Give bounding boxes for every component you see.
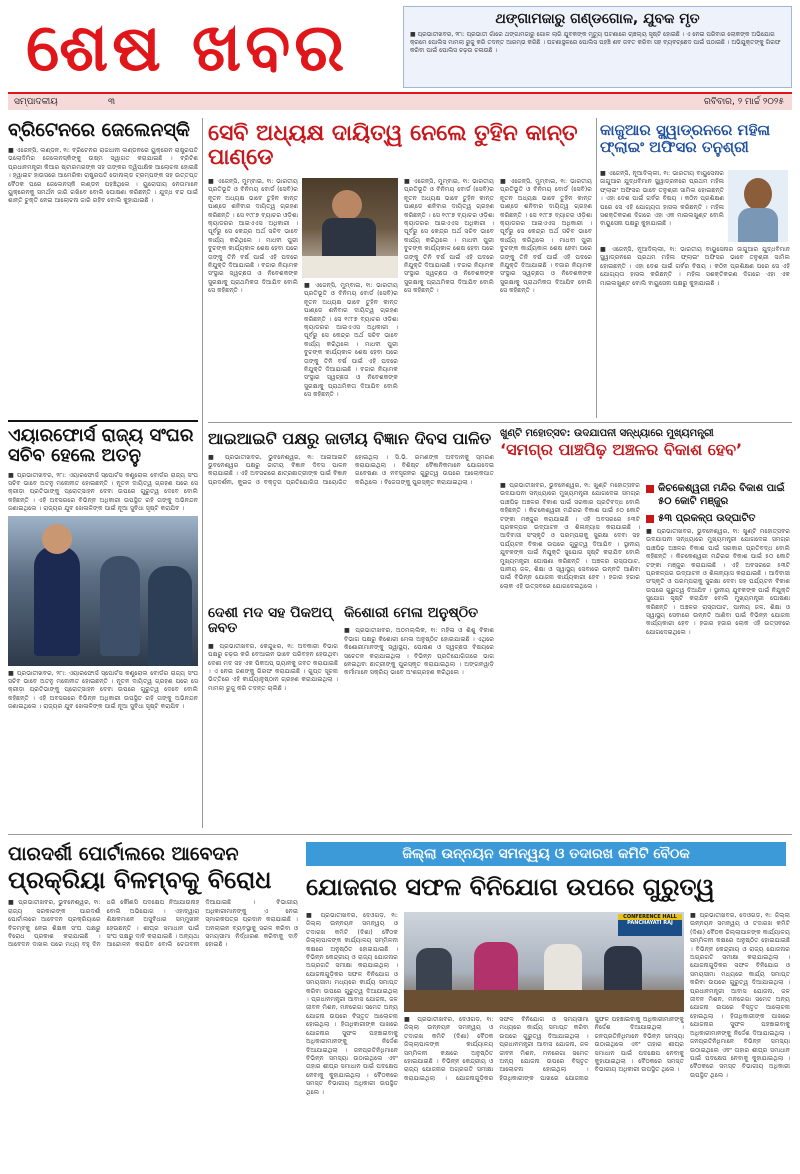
issue-date: ରବିବାର, ୨ ମାର୍ଚ୍ଚ ୨୦୨୫ xyxy=(704,97,784,107)
story-body-lower: ■ ପ୍ରଭାତୀଖବର, ଦେଓଗଡ଼, ୧ା: ଜିଲ୍ଲା ଉନ୍ନୟନ ସମନ୍ୱୟ ଓ ତଦାରଖ କମିଟି (ଦିଶା) ବୈଠକ ଜିଲ୍ଲାପାଳଙ୍କ କାର୍ଯ୍ୟାଳୟ ସମ୍ମିଳନୀ କକ୍ଷରେ ଅନୁଷ୍ଠିତ ହୋଇଯାଇଛି । ବିଭିନ୍ନ କେନ୍ଦ୍ରୀୟ ଓ ରାଜ୍ୟ ଯୋଜନାର ଅଗ୍ରଗତି ସମୀକ୍ଷା କରାଯାଇଥିଲା । ଯୋଜନାଗୁଡ଼ିକର ସଫଳ ବିନିଯୋଗ ଓ ସମୟସୀମା ମଧ୍ୟରେ କାର୍ଯ୍ୟ ସମାପ୍ତ କରିବା ଉପରେ ଗୁରୁତ୍ୱ ଦିଆଯାଇଥିଲା । ପ୍ରଧାନମନ୍ତ୍ରୀ ଆବାସ ଯୋଜନା, ଜଳ ଜୀବନ ମିଶନ, ମନରେଗା ସମେତ ଅନ୍ୟ ଯୋଜନା ଉପରେ ବିସ୍ତୃତ ଆଲୋଚନା ହୋଇଥିଲା । ହିତାଧିକାରୀଙ୍କ ପାଖରେ ଯୋଜନାର ସୁଫଳ ପହଞ୍ଚାଇବାକୁ ଅଧିକାରୀମାନଙ୍କୁ ନିର୍ଦ୍ଦେଶ ଦିଆଯାଇଥିଲା । ଜନପ୍ରତିନିଧିମାନେ ବିଭିନ୍ନ ସମସ୍ୟା ଉଠାଇଥିଲେ ଏବଂ ତାହାର ଶୀଘ୍ର ସମାଧାନ ପାଇଁ ପଦକ୍ଷେପ ନେବାକୁ କୁହାଯାଇଥିଲା । ବୈଠକରେ ସମସ୍ତ ବିଭାଗୀୟ ଅଧିକାରୀ ଉପସ୍ଥିତ ଥିଲେ । xyxy=(404,1016,684,1082)
story-airforce xyxy=(8,420,198,830)
story-body: ■ ପ୍ରଭାତୀଖବର, ଅଠମଲ୍ଲିକ, ୧ା: ମହିଳା ଓ ଶିଶୁ ବିକାଶ ବିଭାଗ ପକ୍ଷରୁ କିଶୋରୀ ମେଳା ଅନୁଷ୍ଠିତ ହୋଇଯାଇଛି । ଏଥିରେ କିଶୋରୀମାନଙ୍କୁ ସ୍ୱାସ୍ଥ୍ୟ, ପୋଷଣ ଓ ସ୍ୱଚ୍ଛତା ବିଷୟରେ ସଚେତନ କରାଯାଇଥିଲା । ବିଭିନ୍ନ ପ୍ରତିଯୋଗିତାରେ ଭାଗ ନେଇଥିବା ଛାତ୍ରୀଙ୍କୁ ପୁରସ୍କୃତ କରାଯାଇଥିଲା । ଅଙ୍ଗନୱାଡ଼ି କର୍ମୀମାନେ ସକ୍ରିୟ ଭାବେ ଅଂଶଗ୍ରହଣ କରିଥିଲେ । xyxy=(344,627,494,677)
airforce-photo xyxy=(8,516,198,666)
story-headline: ପାରଦର୍ଶୀ ପୋର୍ଟାଲରେ ଆବେଦନ xyxy=(8,843,239,865)
story-headline: ଏୟାରଫୋର୍ସ ରାଜ୍ୟ ସଂଘର ସଚିବ ହେଲେ ଅତନୁ xyxy=(8,420,198,472)
story-jaguar xyxy=(600,118,790,418)
story-body-col3: ■ ଏଜେନ୍ସି, ମୁମ୍ବାଇ, ୧ା: ଭାରତୀୟ ପ୍ରତିଭୂତି ଓ ବିନିମୟ ବୋର୍ଡ (ସେବି)ର ନୂତନ ଅଧ୍ୟକ୍ଷ ଭାବେ ତୁହିନ କାନ୍ତ ପାଣ୍ଡେ ଶନିବାର ଦାୟିତ୍ୱ ଗ୍ରହଣ କରିଛନ୍ତି । ସେ ୧୯୮୭ ବ୍ୟାଚର ଓଡ଼ିଶା କ୍ୟାଡରର ଆଇଏଏସ ଅଧିକାରୀ । ପୂର୍ବରୁ ସେ କେନ୍ଦ୍ର ଅର୍ଥ ସଚିବ ଭାବେ କାର୍ଯ୍ୟ କରିଥିଲେ । ମାଧବୀ ପୁରୀ ବୁଚଙ୍କ କାର୍ଯ୍ୟକାଳ ଶେଷ ହେବା ପରେ ତାଙ୍କୁ ତିନି ବର୍ଷ ପାଇଁ ଏହି ପଦରେ ନିଯୁକ୍ତି ଦିଆଯାଇଛି । ବଜାର ନିୟାମକ ସଂସ୍ଥାର ସ୍ୱଚ୍ଛତା ଓ ନିବେଶକଙ୍କ ସୁରକ୍ଷାକୁ ପ୍ରାଥମିକତା ଦିଆଯିବ ବୋଲି ସେ କହିଛନ୍ତି । xyxy=(404,178,494,295)
column-rule xyxy=(202,118,203,828)
story-body: ■ ପ୍ରଭାତୀଖବର, ଦେଓଗଡ଼, ୧ା: ଜିଲ୍ଲା ଉନ୍ନୟନ ସମନ୍ୱୟ ଓ ତଦାରଖ କମିଟି (ଦିଶା) ବୈଠକ ଜିଲ୍ଲାପାଳଙ୍କ କାର୍ଯ୍ୟାଳୟ ସମ୍ମିଳନୀ କକ୍ଷରେ ଅନୁଷ୍ଠିତ ହୋଇଯାଇଛି । ବିଭିନ୍ନ କେନ୍ଦ୍ରୀୟ ଓ ରାଜ୍ୟ ଯୋଜନାର ଅଗ୍ରଗତି ସମୀକ୍ଷା କରାଯାଇଥିଲା । ଯୋଜନାଗୁଡ଼ିକର ସଫଳ ବିନିଯୋଗ ଓ ସମୟସୀମା ମଧ୍ୟରେ କାର୍ଯ୍ୟ ସମାପ୍ତ କରିବା ଉପରେ ଗୁରୁତ୍ୱ ଦିଆଯାଇଥିଲା । ପ୍ରଧାନମନ୍ତ୍ରୀ ଆବାସ ଯୋଜନା, ଜଳ ଜୀବନ ମିଶନ, ମନରେଗା ସମେତ ଅନ୍ୟ ଯୋଜନା ଉପରେ ବିସ୍ତୃତ ଆଲୋଚନା ହୋଇଥିଲା । ହିତାଧିକାରୀଙ୍କ ପାଖରେ ଯୋଜନାର ସୁଫଳ ପହଞ୍ଚାଇବାକୁ ଅଧିକାରୀମାନଙ୍କୁ ନିର୍ଦ୍ଦେଶ ଦିଆଯାଇଥିଲା । ଜନପ୍ରତିନିଧିମାନେ ବିଭିନ୍ନ ସମସ୍ୟା ଉଠାଇଥିଲେ ଏବଂ ତାହାର ଶୀଘ୍ର ସମାଧାନ ପାଇଁ ପଦକ୍ଷେପ ନେବାକୁ କୁହାଯାଇଥିଲା । ବୈଠକରେ ସମସ୍ତ ବିଭାଗୀୟ ଅଧିକାରୀ ଉପସ୍ଥିତ ଥିଲେ । xyxy=(306,912,398,1096)
teaser-headline: ଥଙ୍ଗାମଜାରୁ ଗଣ୍ଡଗୋଳ, ଯୁବକ ମୃତ xyxy=(495,11,700,27)
story-iit xyxy=(208,428,494,598)
story-kishori-mela xyxy=(344,604,494,828)
section-rule xyxy=(208,422,792,423)
highlight-item: କିଚକେଶ୍ୱରୀ ମନ୍ଦିର ବିକାଶ ପାଇଁ ୫୦ କୋଟି ମଞ୍ଜୁର xyxy=(646,482,790,508)
story-headline: କିଶୋରୀ ମେଳା ଅନୁଷ୍ଠିତ xyxy=(344,605,479,621)
newspaper-title: ଶେଷ ଖବର xyxy=(26,9,349,86)
story-disha xyxy=(306,870,790,1170)
story-body-col-right: ■ ପ୍ରଭାତୀଖବର, ଦେଓଗଡ଼, ୧ା: ଜିଲ୍ଲା ଉନ୍ନୟନ ସମନ୍ୱୟ ଓ ତଦାରଖ କମିଟି (ଦିଶା) ବୈଠକ ଜିଲ୍ଲାପାଳଙ୍କ କାର୍ଯ୍ୟାଳୟ ସମ୍ମିଳନୀ କକ୍ଷରେ ଅନୁଷ୍ଠିତ ହୋଇଯାଇଛି । ବିଭିନ୍ନ କେନ୍ଦ୍ରୀୟ ଓ ରାଜ୍ୟ ଯୋଜନାର ଅଗ୍ରଗତି ସମୀକ୍ଷା କରାଯାଇଥିଲା । ଯୋଜନାଗୁଡ଼ିକର ସଫଳ ବିନିଯୋଗ ଓ ସମୟସୀମା ମଧ୍ୟରେ କାର୍ଯ୍ୟ ସମାପ୍ତ କରିବା ଉପରେ ଗୁରୁତ୍ୱ ଦିଆଯାଇଥିଲା । ପ୍ରଧାନମନ୍ତ୍ରୀ ଆବାସ ଯୋଜନା, ଜଳ ଜୀବନ ମିଶନ, ମନରେଗା ସମେତ ଅନ୍ୟ ଯୋଜନା ଉପରେ ବିସ୍ତୃତ ଆଲୋଚନା ହୋଇଥିଲା । ହିତାଧିକାରୀଙ୍କ ପାଖରେ ଯୋଜନାର ସୁଫଳ ପହଞ୍ଚାଇବାକୁ ଅଧିକାରୀମାନଙ୍କୁ ନିର୍ଦ୍ଦେଶ ଦିଆଯାଇଥିଲା । ଜନପ୍ରତିନିଧିମାନେ ବିଭିନ୍ନ ସମସ୍ୟା ଉଠାଇଥିଲେ ଏବଂ ତାହାର ଶୀଘ୍ର ସମାଧାନ ପାଇଁ ପଦକ୍ଷେପ ନେବାକୁ କୁହାଯାଇଥିଲା । ବୈଠକରେ ସମସ୍ତ ବିଭାଗୀୟ ଅଧିକାରୀ ଉପସ୍ଥିତ ଥିଲେ । xyxy=(690,912,790,1079)
story-khunti xyxy=(500,428,790,828)
conference-sign: CONFERENCE HALL PANCHAYATI RAJ xyxy=(618,914,682,936)
section-rule xyxy=(8,834,792,835)
bullet-square-icon xyxy=(646,515,654,523)
story-body: ■ ପ୍ରଭାତୀଖବର, ଭୁବନେଶ୍ୱର, ୧ା: ଆଇଆଇଟି ଭୁବନେଶ୍ୱର ପକ୍ଷରୁ ଜାତୀୟ ବିଜ୍ଞାନ ଦିବସ ପାଳନ କରାଯାଇଛି । ଏହି ଅବସରରେ ଛାତ୍ରଛାତ୍ରୀଙ୍କ ପାଇଁ ବିଜ୍ଞାନ ପ୍ରଦର୍ଶନୀ, କୁଇଜ ଓ ବକ୍ତୃତା ପ୍ରତିଯୋଗିତା ଆୟୋଜିତ ହୋଇଥିଲା । ସି.ଭି. ରମଣଙ୍କ ଅବଦାନକୁ ସ୍ମରଣ କରାଯାଇଥିଲା । ବିଶିଷ୍ଟ ବୈଜ୍ଞାନିକମାନେ ଯୋଗଦେଇ ଗବେଷଣା ଓ ନବସୃଜନର ଗୁରୁତ୍ୱ ଉପରେ ଆଲୋକପାତ କରିଥିଲେ । ବିଜେତାଙ୍କୁ ପୁରସ୍କୃତ କରାଯାଇଥିଲା । xyxy=(208,453,494,486)
page-number: ୩ xyxy=(108,97,116,107)
story-body: ■ ପ୍ରଭାତୀଖବର, ୨୮ା: ଏୟାରଫୋର୍ସ ସ୍ପୋର୍ଟସ କଣ୍ଟ୍ରୋଲ ବୋର୍ଡର ରାଜ୍ୟ ସଂଘ ସଚିବ ଭାବେ ଅତନୁ ମନୋନୀତ ହୋଇଛନ୍ତି । ନୂତନ ଦାୟିତ୍ୱ ଗ୍ରହଣ ପରେ ସେ କ୍ରୀଡ଼ା ପ୍ରତିଭାଙ୍କୁ ପ୍ରୋତ୍ସାହନ ଦେବା ଉପରେ ଗୁରୁତ୍ୱ ଦେବେ ବୋଲି କହିଛନ୍ତି । ଏହି ଅବସରରେ ବିଭିନ୍ନ ଅଧିକାରୀ ଉପସ୍ଥିତ ରହି ତାଙ୍କୁ ଅଭିନନ୍ଦନ ଜଣାଇଥିଲେ । ରାଜ୍ୟର ଯୁବ ଖେଳାଳିଙ୍କ ପାଇଁ ନୂଆ ସୁବିଧା ସୃଷ୍ଟି କରାଯିବ । xyxy=(8,471,198,512)
story-headline: ସେବି ଅଧ୍ୟକ୍ଷ ଦାୟିତ୍ୱ ନେଲେ ତୁହିନ କାନ୍ତ ପାଣ୍ଡେ xyxy=(208,121,578,171)
meeting-photo xyxy=(404,912,684,1012)
story-headline: ଯୋଜନାର ସଫଳ ବିନିଯୋଗ ଉପରେ ଗୁରୁତ୍ୱ xyxy=(306,873,715,901)
story-body-col4: ■ ଏଜେନ୍ସି, ମୁମ୍ବାଇ, ୧ା: ଭାରତୀୟ ପ୍ରତିଭୂତି ଓ ବିନିମୟ ବୋର୍ଡ (ସେବି)ର ନୂତନ ଅଧ୍ୟକ୍ଷ ଭାବେ ତୁହିନ କାନ୍ତ ପାଣ୍ଡେ ଶନିବାର ଦାୟିତ୍ୱ ଗ୍ରହଣ କରିଛନ୍ତି । ସେ ୧୯୮୭ ବ୍ୟାଚର ଓଡ଼ିଶା କ୍ୟାଡରର ଆଇଏଏସ ଅଧିକାରୀ । ପୂର୍ବରୁ ସେ କେନ୍ଦ୍ର ଅର୍ଥ ସଚିବ ଭାବେ କାର୍ଯ୍ୟ କରିଥିଲେ । ମାଧବୀ ପୁରୀ ବୁଚଙ୍କ କାର୍ଯ୍ୟକାଳ ଶେଷ ହେବା ପରେ ତାଙ୍କୁ ତିନି ବର୍ଷ ପାଇଁ ଏହି ପଦରେ ନିଯୁକ୍ତି ଦିଆଯାଇଛି । ବଜାର ନିୟାମକ ସଂସ୍ଥାର ସ୍ୱଚ୍ଛତା ଓ ନିବେଶକଙ୍କ ସୁରକ୍ଷାକୁ ପ୍ରାଥମିକତା ଦିଆଯିବ ବୋଲି ସେ କହିଛନ୍ତି । xyxy=(500,178,592,295)
teaser-body: ■ ପ୍ରଭାତୀଖବର, ୨୮ା: ପ୍ରଭାତୀ ଗାଁରେ ଥଙ୍ଗାମଜାରୁ ଗୋଳ ଲାଗି ଯୁବକଙ୍କ ମୃତ୍ୟୁ ଘଟଣାରେ ଚାଞ୍ଚଲ୍ୟ ସୃଷ୍ଟି ହୋଇଛି । ଏ ନେଇ ପରିବାର ଲୋକଙ୍କ ଅଭିଯୋଗ କ୍ରମେ ପୋଲିସ ମାମଲା ରୁଜୁ କରି ତଦନ୍ତ ଆରମ୍ଭ କରିଛି । ଘଟଣାସ୍ଥଳରେ ପୋଲିସ ପହଞ୍ଚି ଶବ ଜବତ କରିବା ସହ ବ୍ୟବଚ୍ଛେଦ ପାଇଁ ପଠାଇଛି । ଅଭିଯୁକ୍ତଙ୍କୁ ଗିରଫ କରିବା ପାଇଁ ପୋଲିସ ଚଢ଼ଉ ଚଳାଉଛି । xyxy=(410,31,781,54)
story-headline-secondary: ପ୍ରକ୍ରିୟା ବିଳମ୍ବକୁ ବିରୋଧ xyxy=(8,865,272,894)
story-liquor-seizure xyxy=(208,604,338,828)
story-zelensky xyxy=(8,118,198,418)
story-headline: ବ୍ରିଟେନରେ ଜେଲେନସ୍କି xyxy=(8,119,190,141)
dateline-bar xyxy=(8,92,792,110)
story-headline: ‘ସମଗ୍ର ପାଞ୍ଚପିଢ଼ ଅଞ୍ଚଳର ବିକାଶ ହେବ’ xyxy=(500,440,743,459)
sebi-chief-photo xyxy=(302,178,398,278)
teaser-box xyxy=(403,6,792,88)
story-body: ■ ଏଜେନ୍ସି, ନୂଆଦିଲ୍ଲୀ, ୧ା: ଭାରତୀୟ ବାୟୁସେନାର ଜାଗୁଆର ଯୁଦ୍ଧବିମାନ ସ୍କ୍ୱାଡ୍ରନରେ ପ୍ରଥମ ମହିଳା ଫ୍ଲାଇଂ ଅଫିସର ଭାବେ ତନୁଶ୍ରୀ ସାମିଲ ହୋଇଛନ୍ତି । ଏହା ଦେଶ ପାଇଁ ଗର୍ବର ବିଷୟ । କଠିନ ପ୍ରଶିକ୍ଷଣ ପରେ ସେ ଏହି ଯୋଗ୍ୟତା ହାସଲ କରିଛନ୍ତି । ମହିଳା ସଶକ୍ତିକରଣ ଦିଗରେ ଏହା ଏକ ମାଇଲଖୁଣ୍ଟ ବୋଲି ବାୟୁସେନା ପକ୍ଷରୁ କୁହାଯାଇଛି । xyxy=(600,170,724,228)
story-body: ■ ପ୍ରଭାତୀଖବର, କେନ୍ଦୁଝର, ୧ା: ଅବକାରୀ ବିଭାଗ ପକ୍ଷରୁ ଚଢ଼ଉ କରି ବେଆଇନ ଭାବେ ପରିବହନ ହେଉଥିବା ଦେଶୀ ମଦ ସହ ଏକ ପିକଅପ୍ ଭ୍ୟାନକୁ ଜବତ କରାଯାଇଛି । ଏ ନେଇ ଜଣଙ୍କୁ ଗିରଫ କରାଯାଇଛି । ଗୁପ୍ତ ସୂଚନା ଭିତ୍ତିରେ ଏହି କାର୍ଯ୍ୟାନୁଷ୍ଠାନ ଗ୍ରହଣ କରାଯାଇଥିଲା । ମାମଲା ରୁଜୁ କରି ତଦନ୍ତ ଚାଲିଛି । xyxy=(208,642,338,692)
story-body: ■ ପ୍ରଭାତୀଖବର, ଭୁବନେଶ୍ୱର, ୧ା: ରାଜ୍ୟ ସରକାରଙ୍କ ପାରଦର୍ଶୀ ପୋର୍ଟାଲରେ ଆବେଦନ ପ୍ରକ୍ରିୟାରେ ବିଳମ୍ବକୁ ନେଇ ଶିକ୍ଷକ ସଂଘ ପକ୍ଷରୁ ବିରୋଧ ପ୍ରକାଶ କରାଯାଇଛି । ଆବେଦନ ଦାଖଲ ପରେ ମଧ୍ୟ ବହୁ ଦିନ ଧରି କୌଣସି ପଦକ୍ଷେପ ନିଆଯାଉନାହିଁ ବୋଲି ଅଭିଯୋଗ । ଏହାଦ୍ୱାରା ଶିକ୍ଷକମାନେ ଅସୁବିଧାର ସମ୍ମୁଖୀନ ହେଉଛନ୍ତି । ଶୀଘ୍ର ସମାଧାନ ପାଇଁ ସଂଘ ପକ୍ଷରୁ ଦାବି କରାଯାଇଛି । ଅନ୍ୟଥା ଆନ୍ଦୋଳନ କରାଯିବ ବୋଲି ଚେତାବନୀ ଦିଆଯାଇଛି । ବିଭାଗୀୟ ଅଧିକାରୀମାନଙ୍କୁ ଏ ନେଇ ସ୍ମାରକପତ୍ର ପ୍ରଦାନ କରାଯାଇଛି । ଅନଲାଇନ ବ୍ୟବସ୍ଥାକୁ ସରଳ କରିବା ଓ ସମୟସୀମା ନିର୍ଦ୍ଧାରଣ କରିବାକୁ ଦାବି ହୋଇଛି । xyxy=(8,899,298,949)
story-body-col2: ■ ପ୍ରଭାତୀଖବର, ଭୁବନେଶ୍ୱର, ୧ା: ଖୁଣ୍ଟି ମହୋତ୍ସବର ଉଦଯାପନୀ ସନ୍ଧ୍ୟାରେ ମୁଖ୍ୟମନ୍ତ୍ରୀ ଯୋଗଦେଇ ସମଗ୍ର ପାଞ୍ଚପିଢ଼ ଅଞ୍ଚଳର ବିକାଶ ପାଇଁ ସରକାର ପ୍ରତିବଦ୍ଧ ବୋଲି କହିଛନ୍ତି । କିଚକେଶ୍ୱରୀ ମନ୍ଦିରର ବିକାଶ ପାଇଁ ୫୦ କୋଟି ଟଙ୍କା ମଞ୍ଜୁର କରାଯାଇଛି । ଏହି ଅବସରରେ ୫୩ଟି ପ୍ରକଳ୍ପର ଉଦ୍‌ଘାଟନ ଓ ଶିଳାନ୍ୟାସ କରାଯାଇଛି । ଆଦିବାସୀ ସଂସ୍କୃତି ଓ ପରମ୍ପରାକୁ ସୁରକ୍ଷା ଦେବା ସହ ପର୍ଯ୍ୟଟନ ବିକାଶ ଉପରେ ଗୁରୁତ୍ୱ ଦିଆଯିବ । ସ୍ଥାନୀୟ ଯୁବକଙ୍କ ପାଇଁ ନିଯୁକ୍ତି ସୁଯୋଗ ସୃଷ୍ଟି କରାଯିବ ବୋଲି ମୁଖ୍ୟମନ୍ତ୍ରୀ ଘୋଷଣା କରିଛନ୍ତି । ଅଞ୍ଚଳର ରାସ୍ତାଘାଟ, ପାନୀୟ ଜଳ, ଶିକ୍ଷା ଓ ସ୍ୱାସ୍ଥ୍ୟ ସେବାରେ ଉନ୍ନତି ଆଣିବା ପାଇଁ ବିଭିନ୍ନ ଯୋଜନା କାର୍ଯ୍ୟକାରୀ ହେବ । ହଜାର ହଜାର ଲୋକ ଏହି ଉତ୍ସବରେ ଯୋଗଦେଇଥିଲେ । xyxy=(646,528,790,636)
bullet-square-icon xyxy=(646,485,654,493)
story-headline: କାଜୁଆର ସ୍କ୍ୱାଡ୍ରନରେ ମହିଳା ଫ୍ଲାଇଂ ଅଫିସର ତନୁଶ୍ରୀ xyxy=(600,121,771,156)
story-kicker: ଖୁଣ୍ଟି ମହୋତ୍ସବ: ଉଦଯାପନୀ ସନ୍ଧ୍ୟାରେ ମୁଖ୍ୟମନ୍ତ୍ରୀ xyxy=(500,428,714,439)
story-body-continued: ■ ପ୍ରଭାତୀଖବର, ୨୮ା: ଏୟାରଫୋର୍ସ ସ୍ପୋର୍ଟସ କଣ୍ଟ୍ରୋଲ ବୋର୍ଡର ରାଜ୍ୟ ସଂଘ ସଚିବ ଭାବେ ଅତନୁ ମନୋନୀତ ହୋଇଛନ୍ତି । ନୂତନ ଦାୟିତ୍ୱ ଗ୍ରହଣ ପରେ ସେ କ୍ରୀଡ଼ା ପ୍ରତିଭାଙ୍କୁ ପ୍ରୋତ୍ସାହନ ଦେବା ଉପରେ ଗୁରୁତ୍ୱ ଦେବେ ବୋଲି କହିଛନ୍ତି । ଏହି ଅବସରରେ ବିଭିନ୍ନ ଅଧିକାରୀ ଉପସ୍ଥିତ ରହି ତାଙ୍କୁ ଅଭିନନ୍ଦନ ଜଣାଇଥିଲେ । ରାଜ୍ୟର ଯୁବ ଖେଳାଳିଙ୍କ ପାଇଁ ନୂଆ ସୁବିଧା ସୃଷ୍ଟି କରାଯିବ । xyxy=(8,669,198,711)
officer-photo xyxy=(728,170,788,242)
story-portal xyxy=(8,842,298,1166)
story-body: ■ ଏଜେନ୍ସି, ଲଣ୍ଡନ, ୧ା: ବ୍ରିଟେନର ରାଜଧାନୀ ଲଣ୍ଡନରେ ୟୁକ୍ରେନ ରାଷ୍ଟ୍ରପତି ଭଲୋଦିମିର ଜେଲେନସ୍କିଙ୍କୁ ଉଷ୍ମ ସ୍ୱାଗତ କରାଯାଇଛି । ବ୍ରିଟିଶ ପ୍ରଧାନମନ୍ତ୍ରୀ କିଆର ଷ୍ଟାରମରଙ୍କ ସହ ତାଙ୍କର ଦ୍ୱିପାକ୍ଷିକ ଆଲୋଚନା ହୋଇଛି । ହ୍ୱାଇଟ ହାଉସରେ ଆମେରିକା ରାଷ୍ଟ୍ରପତି ଡୋନାଲ୍ଡ ଟ୍ରମ୍ପଙ୍କ ସହ ଉତ୍ତପ୍ତ ବୈଠକ ପରେ ଜେଲେନସ୍କି ଲଣ୍ଡନ ପହଞ୍ଚିଥିଲେ । ୟୁରୋପୀୟ ନେତାମାନେ ୟୁକ୍ରେନକୁ ସମର୍ଥନ ଜାରି ରଖିବେ ବୋଲି ଘୋଷଣା କରିଛନ୍ତି । ଯୁଦ୍ଧ ବନ୍ଦ ପାଇଁ ଶାନ୍ତି ଚୁକ୍ତି ନେଇ ଆଲୋଚନା ଜାରି ରହିବ ବୋଲି କୁହାଯାଇଛି । xyxy=(8,146,198,205)
story-body-col2: ■ ଏଜେନ୍ସି, ମୁମ୍ବାଇ, ୧ା: ଭାରତୀୟ ପ୍ରତିଭୂତି ଓ ବିନିମୟ ବୋର୍ଡ (ସେବି)ର ନୂତନ ଅଧ୍ୟକ୍ଷ ଭାବେ ତୁହିନ କାନ୍ତ ପାଣ୍ଡେ ଶନିବାର ଦାୟିତ୍ୱ ଗ୍ରହଣ କରିଛନ୍ତି । ସେ ୧୯୮୭ ବ୍ୟାଚର ଓଡ଼ିଶା କ୍ୟାଡରର ଆଇଏଏସ ଅଧିକାରୀ । ପୂର୍ବରୁ ସେ କେନ୍ଦ୍ର ଅର୍ଥ ସଚିବ ଭାବେ କାର୍ଯ୍ୟ କରିଥିଲେ । ମାଧବୀ ପୁରୀ ବୁଚଙ୍କ କାର୍ଯ୍ୟକାଳ ଶେଷ ହେବା ପରେ ତାଙ୍କୁ ତିନି ବର୍ଷ ପାଇଁ ଏହି ପଦରେ ନିଯୁକ୍ତି ଦିଆଯାଇଛି । ବଜାର ନିୟାମକ ସଂସ୍ଥାର ସ୍ୱଚ୍ଛତା ଓ ନିବେଶକଙ୍କ ସୁରକ୍ଷାକୁ ପ୍ରାଥମିକତା ଦିଆଯିବ ବୋଲି ସେ କହିଛନ୍ତି । xyxy=(304,282,398,399)
story-body: ■ ପ୍ରଭାତୀଖବର, ଭୁବନେଶ୍ୱର, ୧ା: ଖୁଣ୍ଟି ମହୋତ୍ସବର ଉଦଯାପନୀ ସନ୍ଧ୍ୟାରେ ମୁଖ୍ୟମନ୍ତ୍ରୀ ଯୋଗଦେଇ ସମଗ୍ର ପାଞ୍ଚପିଢ଼ ଅଞ୍ଚଳର ବିକାଶ ପାଇଁ ସରକାର ପ୍ରତିବଦ୍ଧ ବୋଲି କହିଛନ୍ତି । କିଚକେଶ୍ୱରୀ ମନ୍ଦିରର ବିକାଶ ପାଇଁ ୫୦ କୋଟି ଟଙ୍କା ମଞ୍ଜୁର କରାଯାଇଛି । ଏହି ଅବସରରେ ୫୩ଟି ପ୍ରକଳ୍ପର ଉଦ୍‌ଘାଟନ ଓ ଶିଳାନ୍ୟାସ କରାଯାଇଛି । ଆଦିବାସୀ ସଂସ୍କୃତି ଓ ପରମ୍ପରାକୁ ସୁରକ୍ଷା ଦେବା ସହ ପର୍ଯ୍ୟଟନ ବିକାଶ ଉପରେ ଗୁରୁତ୍ୱ ଦିଆଯିବ । ସ୍ଥାନୀୟ ଯୁବକଙ୍କ ପାଇଁ ନିଯୁକ୍ତି ସୁଯୋଗ ସୃଷ୍ଟି କରାଯିବ ବୋଲି ମୁଖ୍ୟମନ୍ତ୍ରୀ ଘୋଷଣା କରିଛନ୍ତି । ଅଞ୍ଚଳର ରାସ୍ତାଘାଟ, ପାନୀୟ ଜଳ, ଶିକ୍ଷା ଓ ସ୍ୱାସ୍ଥ୍ୟ ସେବାରେ ଉନ୍ନତି ଆଣିବା ପାଇଁ ବିଭିନ୍ନ ଯୋଜନା କାର୍ଯ୍ୟକାରୀ ହେବ । ହଜାର ହଜାର ଲୋକ ଏହି ଉତ୍ସବରେ ଯୋଗଦେଇଥିଲେ । xyxy=(500,482,640,590)
masthead xyxy=(8,6,792,88)
highlights-box xyxy=(646,482,790,525)
story-headline: ଆଇଆଇଟି ପକ୍ଷରୁ ଜାତୀୟ ବିଜ୍ଞାନ ଦିବସ ପାଳିତ xyxy=(208,429,492,448)
column-rule xyxy=(596,118,597,418)
story-headline: ଦେଶୀ ମଦ ସହ ପିକଅପ୍ ଜବତ xyxy=(208,605,333,637)
section-banner: ଜିଲ୍ଲା ଉନ୍ନୟନ ସମନ୍ୱୟ ଓ ତଦାରଖ କମିଟି ବୈଠକ xyxy=(306,842,786,866)
story-sebi xyxy=(208,118,592,418)
story-body: ■ ଏଜେନ୍ସି, ମୁମ୍ବାଇ, ୧ା: ଭାରତୀୟ ପ୍ରତିଭୂତି ଓ ବିନିମୟ ବୋର୍ଡ (ସେବି)ର ନୂତନ ଅଧ୍ୟକ୍ଷ ଭାବେ ତୁହିନ କାନ୍ତ ପାଣ୍ଡେ ଶନିବାର ଦାୟିତ୍ୱ ଗ୍ରହଣ କରିଛନ୍ତି । ସେ ୧୯୮୭ ବ୍ୟାଚର ଓଡ଼ିଶା କ୍ୟାଡରର ଆଇଏଏସ ଅଧିକାରୀ । ପୂର୍ବରୁ ସେ କେନ୍ଦ୍ର ଅର୍ଥ ସଚିବ ଭାବେ କାର୍ଯ୍ୟ କରିଥିଲେ । ମାଧବୀ ପୁରୀ ବୁଚଙ୍କ କାର୍ଯ୍ୟକାଳ ଶେଷ ହେବା ପରେ ତାଙ୍କୁ ତିନି ବର୍ଷ ପାଇଁ ଏହି ପଦରେ ନିଯୁକ୍ତି ଦିଆଯାଇଛି । ବଜାର ନିୟାମକ ସଂସ୍ଥାର ସ୍ୱଚ୍ଛତା ଓ ନିବେଶକଙ୍କ ସୁରକ୍ଷାକୁ ପ୍ରାଥମିକତା ଦିଆଯିବ ବୋଲି ସେ କହିଛନ୍ତି । xyxy=(208,178,298,295)
highlight-item: ୫୩ ପ୍ରକଳ୍ପ ଉଦ୍‌ଘାଟିତ xyxy=(646,512,790,525)
story-body-continued: ■ ଏଜେନ୍ସି, ନୂଆଦିଲ୍ଲୀ, ୧ା: ଭାରତୀୟ ବାୟୁସେନାର ଜାଗୁଆର ଯୁଦ୍ଧବିମାନ ସ୍କ୍ୱାଡ୍ରନରେ ପ୍ରଥମ ମହିଳା ଫ୍ଲାଇଂ ଅଫିସର ଭାବେ ତନୁଶ୍ରୀ ସାମିଲ ହୋଇଛନ୍ତି । ଏହା ଦେଶ ପାଇଁ ଗର୍ବର ବିଷୟ । କଠିନ ପ୍ରଶିକ୍ଷଣ ପରେ ସେ ଏହି ଯୋଗ୍ୟତା ହାସଲ କରିଛନ୍ତି । ମହିଳା ସଶକ୍ତିକରଣ ଦିଗରେ ଏହା ଏକ ମାଇଲଖୁଣ୍ଟ ବୋଲି ବାୟୁସେନା ପକ୍ଷରୁ କୁହାଯାଇଛି । xyxy=(600,246,790,287)
section-label: ସମ୍ପାଦକୀୟ xyxy=(14,97,58,107)
